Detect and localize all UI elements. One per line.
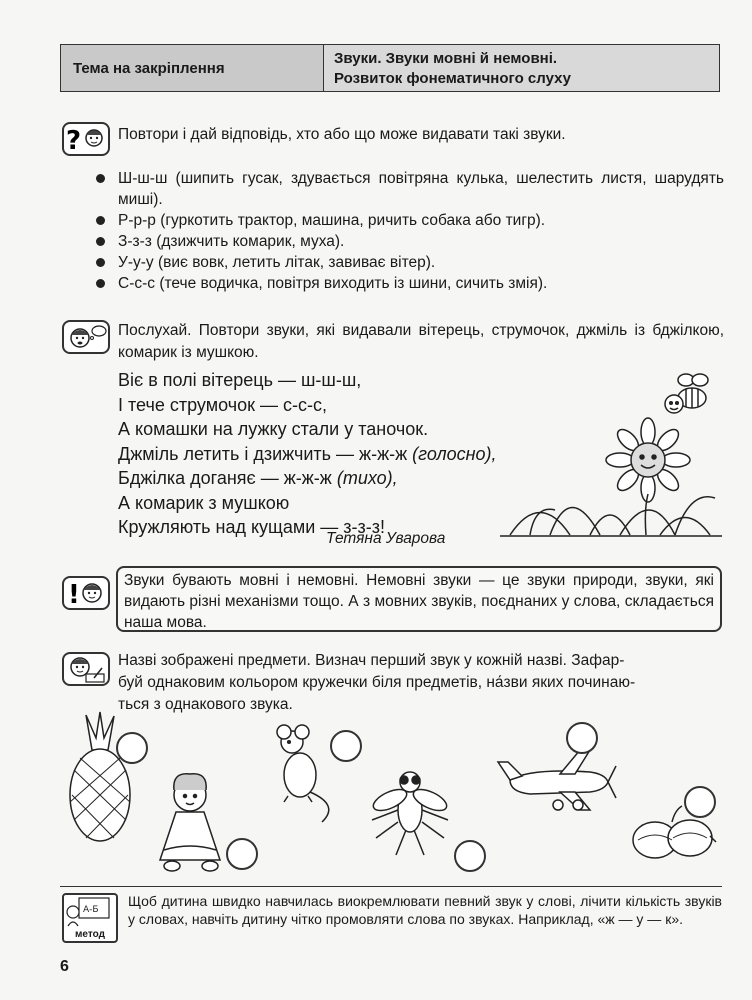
list-item: З-з-з (дзижчить комарик, муха). xyxy=(96,231,724,252)
topic-header xyxy=(60,44,720,92)
exclamation-boy-icon xyxy=(62,576,110,610)
mouse-picture xyxy=(277,725,329,822)
writing-boy-icon xyxy=(62,652,110,686)
page-number: 6 xyxy=(60,958,69,975)
flower-bee-illustration xyxy=(500,370,722,540)
fly-picture xyxy=(370,772,449,855)
list-item: Р-р-р (гуркотить трактор, машина, ричить собака або тигр). xyxy=(96,210,724,231)
poem xyxy=(118,368,497,540)
speaking-boy-icon xyxy=(62,320,110,354)
doll-picture xyxy=(160,774,220,871)
airplane-picture xyxy=(498,750,616,810)
task1-instruction: Повтори і дай відповідь, хто або що може видавати такі звуки. xyxy=(118,126,566,143)
poem-line: А комарик з мушкою xyxy=(118,492,290,513)
question-boy-icon xyxy=(62,122,110,156)
method-text: Щоб дитина швидко навчилась виокремлювати певний звук у слові, лічити кількість звуків у словах, навчіть дитину чітко промовляти слова по звуках. Наприклад, «ж — у — к». xyxy=(128,893,722,927)
footer-divider xyxy=(60,886,722,887)
poem-line: Віє в полі вітерець — ш-ш-ш, xyxy=(118,370,362,390)
topic-title xyxy=(324,45,719,91)
list-item: Ш-ш-ш (шипить гусак, здувається повітряна кулька, шелестить листя, шарудять миші). xyxy=(96,168,724,210)
topic-title-line2: Розвиток фонематичного слуху xyxy=(334,70,571,87)
airplane-answer-circle[interactable] xyxy=(566,722,598,754)
rule-box: Звуки бувають мовні і немовні. Немовні звуки — це звуки природи, звуки, які видають різні механізми тощо. А з мовних звуків, поєднаних у слова, складається наша мова. xyxy=(116,566,722,632)
poem-author: Тетяна Уварова xyxy=(326,530,446,547)
topic-label: Тема на закріплення xyxy=(61,45,324,91)
pineapple-picture xyxy=(70,712,130,841)
topic-title-line1: Звуки. Звуки мовні й немовні. xyxy=(334,50,558,67)
poem-line: А комашки на лужку стали у таночок. xyxy=(118,419,429,439)
poem-line: Джміль летить і дзижчить — ж-ж-ж (голосно), xyxy=(118,443,497,464)
doll-answer-circle[interactable] xyxy=(226,838,258,870)
gooseberry-answer-circle[interactable] xyxy=(684,786,716,818)
method-label: метод xyxy=(75,929,105,940)
list-item: У-у-у (виє вовк, летить літак, завиває вітер). xyxy=(96,252,724,273)
method-icon xyxy=(62,893,118,943)
sound-list xyxy=(96,168,724,294)
task3-pictures xyxy=(60,710,722,885)
pineapple-answer-circle[interactable] xyxy=(116,732,148,764)
list-item: С-с-с (тече водичка, повітря виходить із шини, сичить змія). xyxy=(96,273,724,294)
poem-line: Бджілка доганяє — ж-ж-ж (тихо), xyxy=(118,468,398,488)
svg-text:?: ? xyxy=(66,126,82,154)
svg-text:А-Б: А-Б xyxy=(83,905,99,915)
svg-text:!: ! xyxy=(68,580,80,608)
poem-line: Кружляють над кущами — з-з-з! xyxy=(118,517,386,537)
poem-line: І тече струмочок — с-с-с, xyxy=(118,394,327,415)
fly-answer-circle[interactable] xyxy=(454,840,486,872)
mouse-answer-circle[interactable] xyxy=(330,730,362,762)
task2-instruction: Послухай. Повтори звуки, які видавали вітерець, струмочок, джміль із бджілкою, комарик із мушкою. xyxy=(118,322,724,361)
task3-instruction: Назві зображені предмети. Визнач перший звук у кожній назві. Зафар- буй однаковим кольором кружечки біля предметів, на́зви яких починаю- ться з однакового звука. xyxy=(118,652,636,713)
